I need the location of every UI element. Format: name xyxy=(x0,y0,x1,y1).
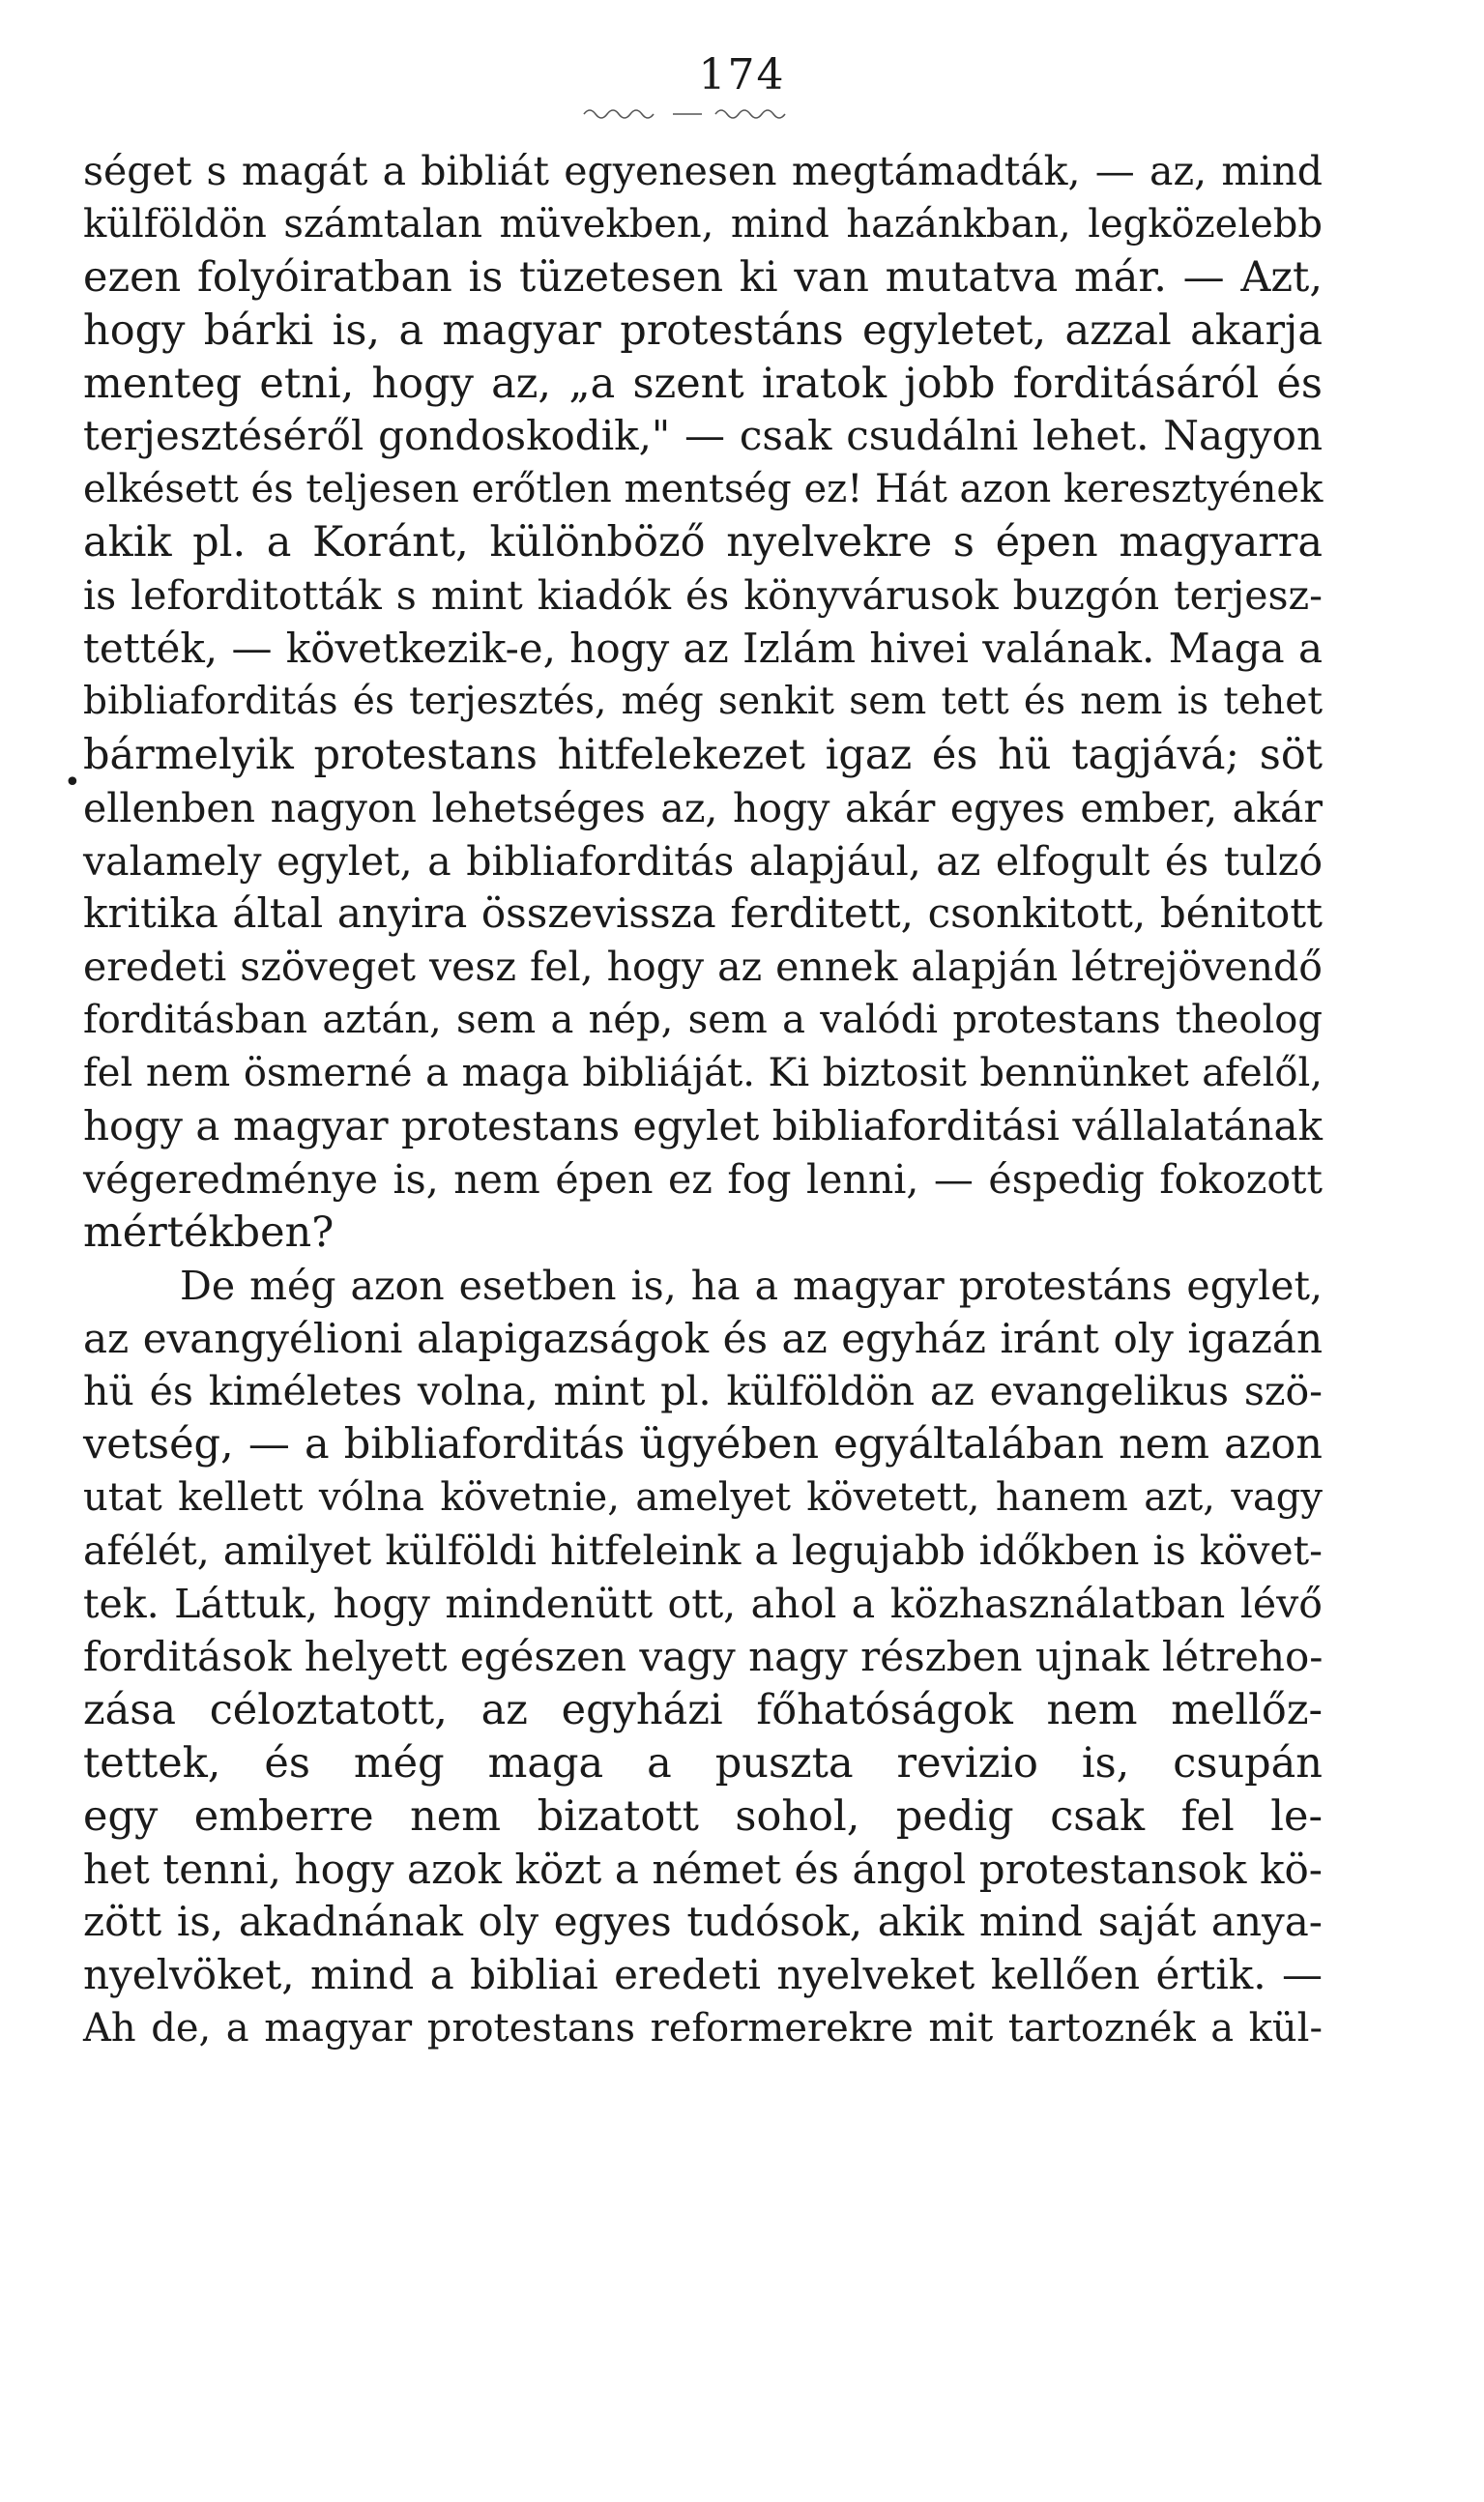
text-line: ellenben nagyon lehetséges az, hogy akár egyes ember, akár xyxy=(83,784,1323,831)
text-line: nyelvöket, mind a bibliai eredeti nyelveket kellően értik. — xyxy=(83,1951,1323,1999)
text-line: is leforditották s mint kiadók és könyvárusok buzgón terjesz- xyxy=(83,572,1323,620)
paragraph-2 xyxy=(83,1260,1323,2055)
ornament-divider-icon xyxy=(580,104,793,124)
text-line: het tenni, hogy azok közt a német és ángol protestansok kö- xyxy=(83,1845,1323,1893)
text-line: utat kellett vólna követnie, amelyet követett, hanem azt, vagy xyxy=(83,1475,1323,1521)
text-line: vetség, — a bibliaforditás ügyében egyáltalában nem azon xyxy=(83,1420,1323,1469)
text-line: menteg etni, hogy az, „a szent iratok jobb forditásáról és xyxy=(83,359,1323,408)
text-line: tek. Láttuk, hogy mindenütt ott, ahol a közhasználatban lévő xyxy=(83,1581,1323,1628)
text-line: eredeti szöveget vesz fel, hogy az ennek alapján létrejövendő xyxy=(83,944,1323,991)
margin-mark: • xyxy=(64,766,81,800)
text-line: hogy bárki is, a magyar protestáns egyletet, azzal akarja xyxy=(83,305,1323,355)
page-number: 174 xyxy=(698,50,786,100)
text-line: terjesztéséről gondoskodik," — csak csudálni lehet. Nagyon xyxy=(83,412,1323,460)
text-line: mértékben? xyxy=(83,1207,335,1257)
paragraph-1 xyxy=(83,145,1323,1260)
text-line: forditásban aztán, sem a nép, sem a valódi protestans theolog xyxy=(83,998,1323,1043)
text-line: tették, — következik-e, hogy az Izlám hivei valának. Maga a xyxy=(83,625,1323,673)
text-line: Ah de, a magyar protestans reformerekre mit tartoznék a kül- xyxy=(83,2006,1323,2051)
text-line: séget s magát a bibliát egyenesen megtámadták, — az, mind xyxy=(83,148,1323,194)
text-line: forditások helyett egészen vagy nagy részben ujnak létreho- xyxy=(83,1632,1324,1680)
text-line: ezen folyóiratban is tüzetesen ki van mutatva már. — Azt, xyxy=(83,252,1323,302)
text-line: külföldön számtalan müvekben, mind hazánkban, legközelebb xyxy=(83,201,1323,247)
text-line: De még azon esetben is, ha a magyar protestáns egylet, xyxy=(180,1262,1323,1309)
text-line: akik pl. a Koránt, különböző nyelvekre s épen magyarra xyxy=(83,518,1323,567)
text-line: tettek, és még maga a puszta revizio is, csupán xyxy=(83,1738,1323,1788)
text-line: zött is, akadnának oly egyes tudósok, akik mind saját anya- xyxy=(83,1898,1323,1946)
text-line: bármelyik protestans hitfelekezet igaz és hü tagjává; söt xyxy=(83,730,1323,779)
text-line: valamely egylet, a bibliaforditás alapjául, az elfogult és tulzó xyxy=(83,837,1323,885)
text-line: afélét, amilyet külföldi hitfeleink a legujabb időkben is követ- xyxy=(83,1527,1323,1575)
text-line: hü és kiméletes volna, mint pl. külföldön az evangelikus szö- xyxy=(83,1368,1323,1415)
text-line: végeredménye is, nem épen ez fog lenni, — éspedig fokozott xyxy=(83,1155,1323,1203)
text-line: kritika által anyira összevissza ferditett, csonkitott, bénitott xyxy=(83,889,1323,938)
body-text xyxy=(83,145,1323,2055)
text-line: elkésett és teljesen erőtlen mentség ez! Hát azon keresztyének xyxy=(83,467,1324,512)
text-line: zása céloztatott, az egyházi főhatóságok nem mellőz- xyxy=(83,1685,1323,1734)
text-line: fel nem ösmerné a maga bibliáját. Ki biztosit bennünket afelől, xyxy=(83,1051,1323,1096)
text-line: az evangyélioni alapigazságok és az egyház iránt oly igazán xyxy=(83,1314,1323,1362)
text-line: egy emberre nem bizatott sohol, pedig csak fel le- xyxy=(83,1791,1323,1841)
text-line: bibliaforditás és terjesztés, még senkit sem tett és nem is tehet xyxy=(83,679,1323,723)
text-line: hogy a magyar protestans egylet bibliaforditási vállalatának xyxy=(83,1102,1323,1150)
